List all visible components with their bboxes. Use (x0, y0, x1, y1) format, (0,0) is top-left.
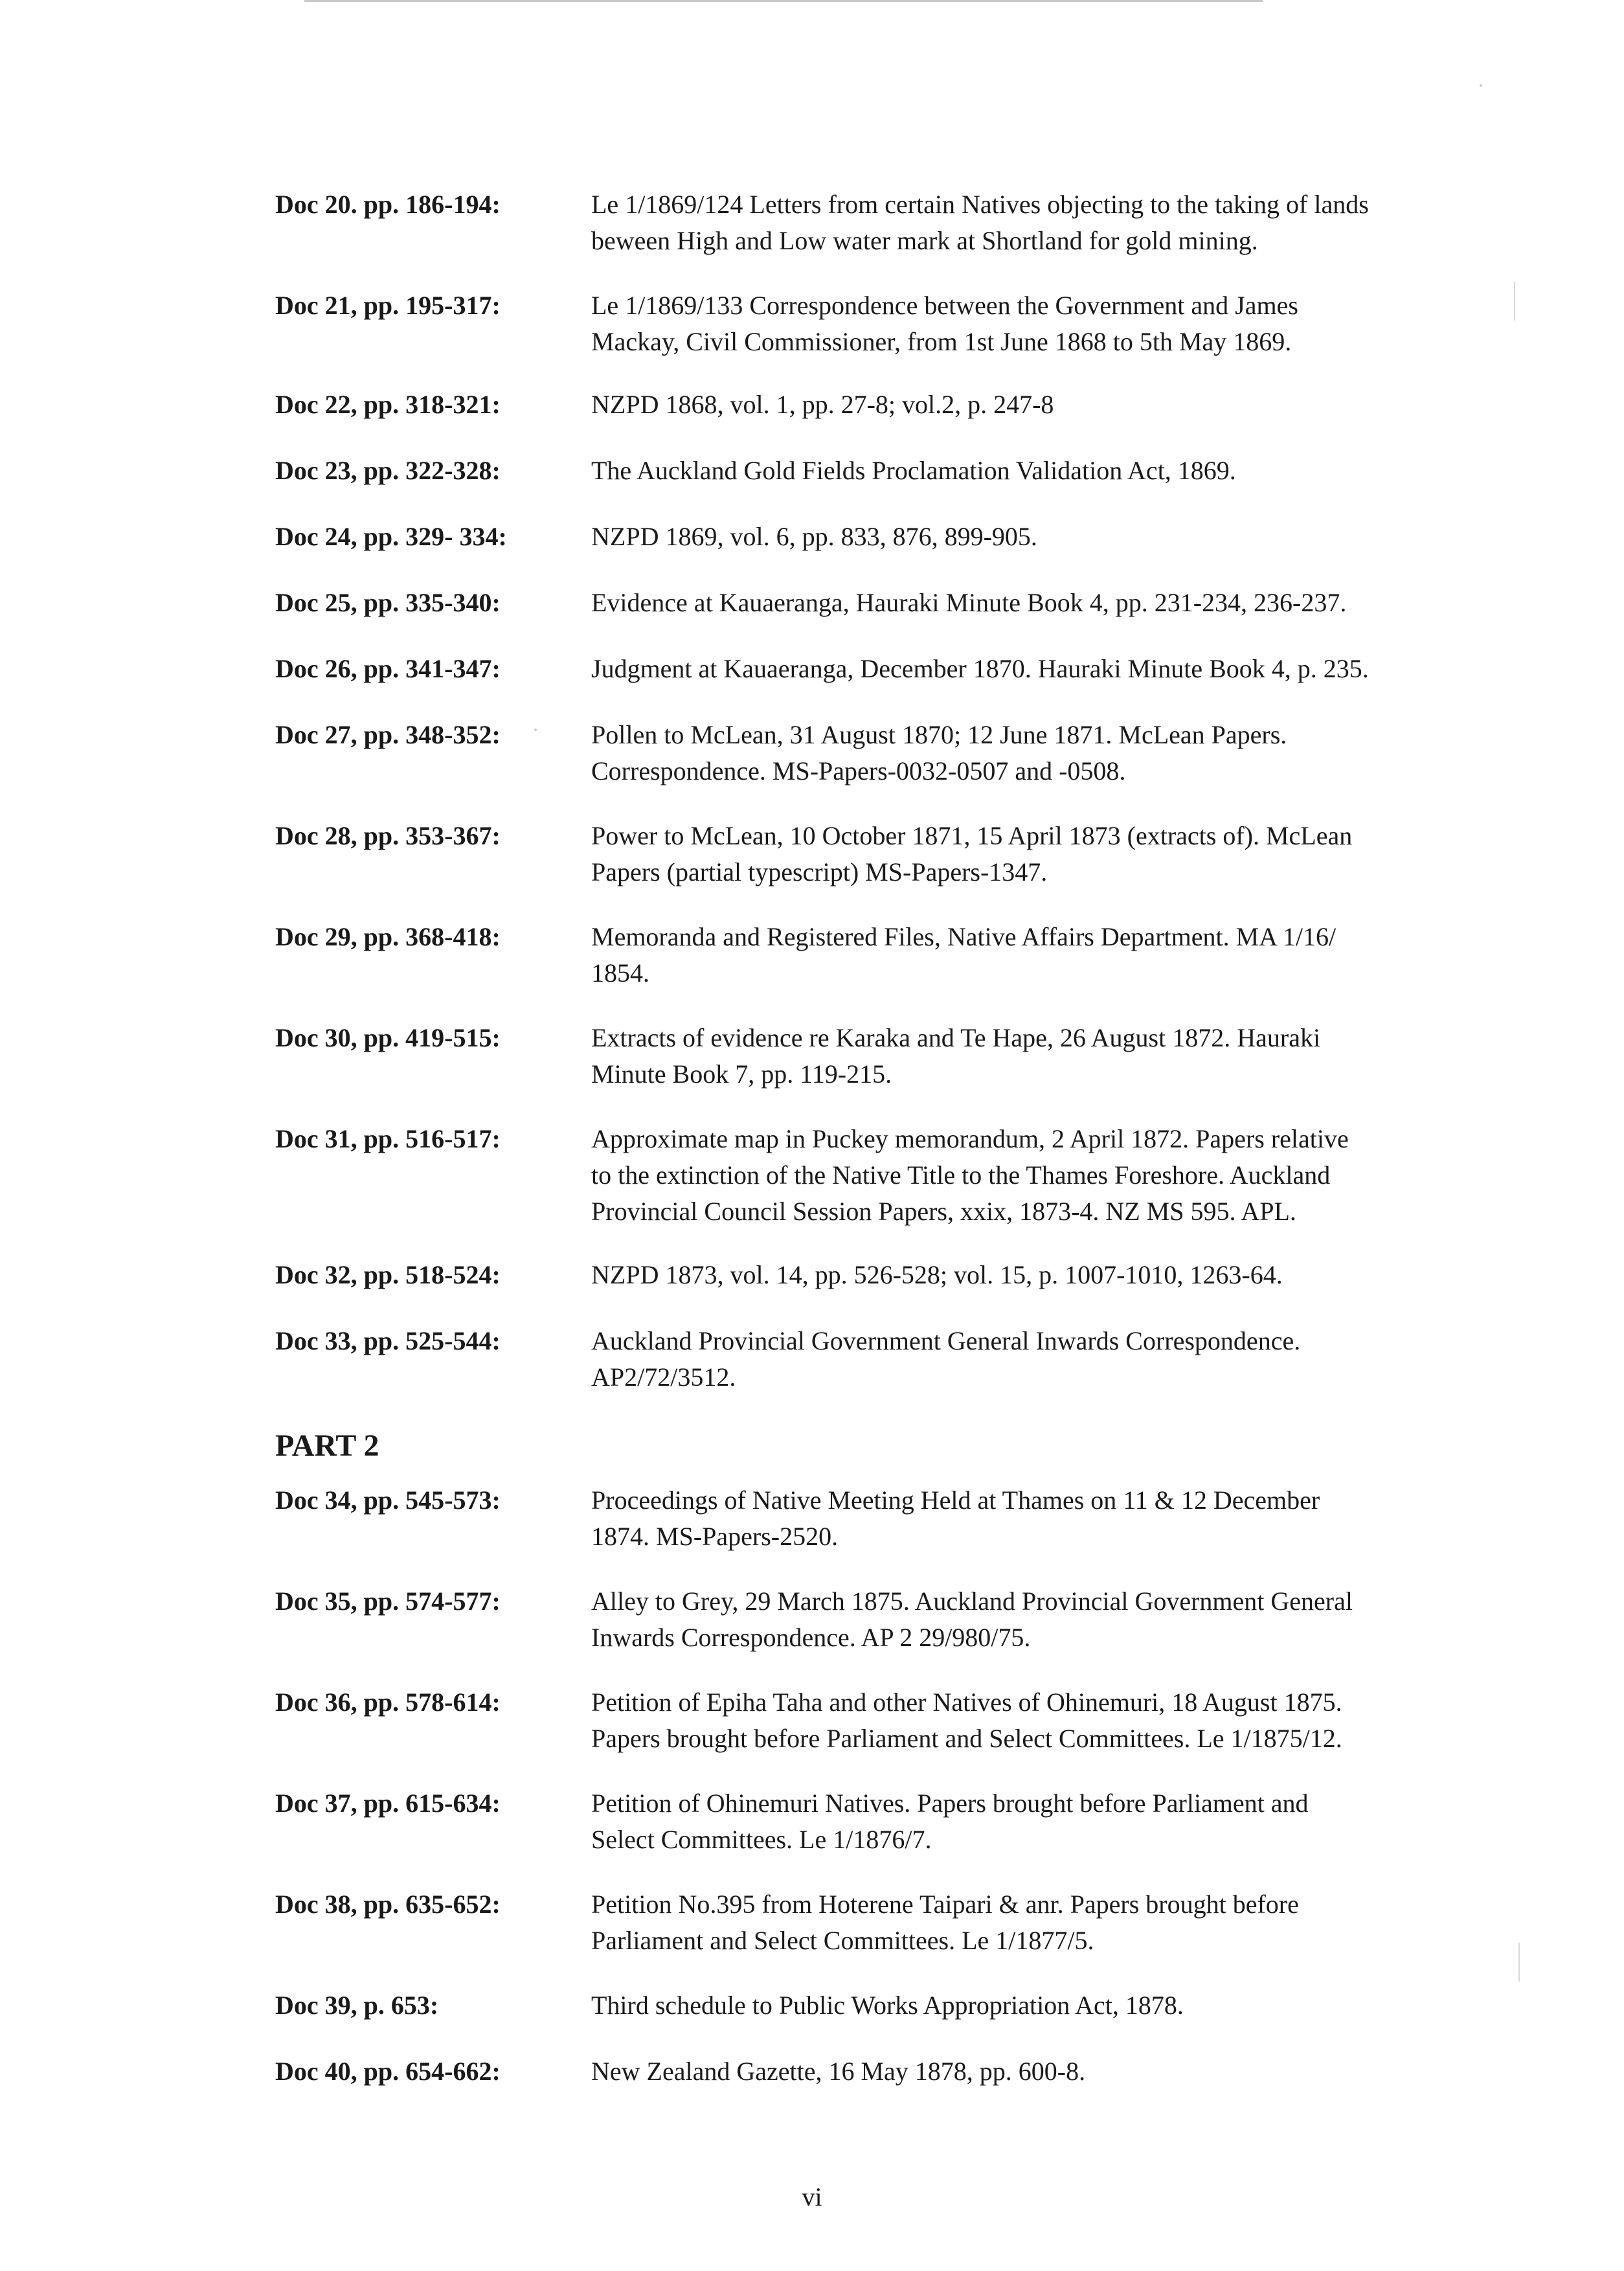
description-line: Approximate map in Puckey memorandum, 2 April 1872. Papers relative (591, 1124, 1349, 1153)
document-reference: Doc 26, pp. 341-347: (275, 654, 501, 683)
description-line: Correspondence. MS-Papers-0032-0507 and -0508. (591, 756, 1126, 785)
document-reference: Doc 38, pp. 635-652: (275, 1890, 501, 1919)
document-reference: Doc 23, pp. 322-328: (275, 456, 501, 485)
document-description (591, 288, 1433, 360)
document-description (591, 1020, 1433, 1092)
description-line: Le 1/1869/133 Correspondence between the Government and James (591, 291, 1298, 320)
document-description (591, 1886, 1433, 1959)
description-line: Select Committees. Le 1/1876/7. (591, 1825, 932, 1854)
document-reference: Doc 35, pp. 574-577: (275, 1587, 501, 1616)
description-line: Papers (partial typescript) MS-Papers-1347. (591, 857, 1048, 887)
description-line: Auckland Provincial Government General Inwards Correspondence. (591, 1326, 1301, 1355)
description-line: Minute Book 7, pp. 119-215. (591, 1059, 892, 1089)
description-line: Power to McLean, 10 October 1871, 15 April 1873 (extracts of). McLean (591, 821, 1353, 850)
description-line: 1874. MS-Papers-2520. (591, 1522, 839, 1551)
description-line: Evidence at Kauaeranga, Hauraki Minute Book 4, pp. 231-234, 236-237. (591, 588, 1347, 617)
document-reference: Doc 27, pp. 348-352: (275, 720, 501, 749)
document-description (591, 519, 1433, 555)
part-2-heading: PART 2 (275, 1429, 379, 1463)
description-line: NZPD 1869, vol. 6, pp. 833, 876, 899-905. (591, 522, 1037, 551)
scan-dot (1480, 84, 1482, 87)
description-line: Provincial Council Session Papers, xxix, 1873-4. NZ MS 595. APL. (591, 1197, 1296, 1226)
scan-mark (1518, 1943, 1520, 1982)
document-reference: Doc 34, pp. 545-573: (275, 1486, 501, 1515)
document-reference: Doc 39, p. 653: (275, 1991, 439, 2020)
document-description (591, 453, 1433, 489)
description-line: AP2/72/3512. (591, 1362, 736, 1392)
document-description (591, 585, 1433, 621)
document-description (591, 1684, 1433, 1757)
description-line: Proceedings of Native Meeting Held at Thames on 11 & 12 December (591, 1486, 1320, 1515)
document-reference: Doc 25, pp. 335-340: (275, 588, 501, 617)
document-description (591, 186, 1433, 259)
document-description (591, 818, 1433, 890)
document-description (591, 919, 1433, 991)
scan-edge-line (304, 0, 1263, 2)
document-reference: Doc 33, pp. 525-544: (275, 1326, 501, 1355)
description-line: Mackay, Civil Commissioner, from 1st June 1868 to 5th May 1869. (591, 327, 1292, 356)
description-line: Extracts of evidence re Karaka and Te Hape, 26 August 1872. Hauraki (591, 1023, 1321, 1052)
description-line: Papers brought before Parliament and Select Committees. Le 1/1875/12. (591, 1724, 1342, 1753)
document-description (591, 1121, 1433, 1230)
description-line: Pollen to McLean, 31 August 1870; 12 June 1871. McLean Papers. (591, 720, 1287, 749)
document-reference: Doc 29, pp. 368-418: (275, 922, 501, 951)
page-number: vi (802, 2182, 822, 2211)
description-line: Third schedule to Public Works Appropriation Act, 1878. (591, 1991, 1184, 2020)
description-line: Petition of Epiha Taha and other Natives of Ohinemuri, 18 August 1875. (591, 1688, 1342, 1717)
document-description (591, 1987, 1433, 2024)
document-description (591, 1583, 1433, 1656)
description-line: Memoranda and Registered Files, Native Affairs Department. MA 1/16/ (591, 922, 1336, 951)
scan-dot (534, 729, 537, 731)
description-line: to the extinction of the Native Title to the Thames Foreshore. Auckland (591, 1160, 1331, 1190)
description-line: The Auckland Gold Fields Proclamation Validation Act, 1869. (591, 456, 1236, 485)
document-reference: Doc 22, pp. 318-321: (275, 390, 501, 419)
description-line: beween High and Low water mark at Shortland for gold mining. (591, 226, 1258, 255)
document-description (591, 717, 1433, 789)
description-line: Le 1/1869/124 Letters from certain Natives objecting to the taking of lands (591, 190, 1369, 219)
document-reference: Doc 24, pp. 329- 334: (275, 522, 507, 551)
document-description (591, 1482, 1433, 1555)
description-line: New Zealand Gazette, 16 May 1878, pp. 600-8. (591, 2057, 1086, 2086)
description-line: Petition of Ohinemuri Natives. Papers brought before Parliament and (591, 1789, 1309, 1818)
description-line: NZPD 1873, vol. 14, pp. 526-528; vol. 15, p. 1007-1010, 1263-64. (591, 1260, 1283, 1289)
document-reference: Doc 32, pp. 518-524: (275, 1260, 501, 1289)
description-line: Alley to Grey, 29 March 1875. Auckland Provincial Government General (591, 1587, 1353, 1616)
document-reference: Doc 36, pp. 578-614: (275, 1688, 501, 1717)
document-description (591, 2053, 1433, 2090)
document-description (591, 651, 1433, 687)
description-line: Inwards Correspondence. AP 2 29/980/75. (591, 1623, 1031, 1652)
description-line: 1854. (591, 958, 649, 988)
description-line: Judgment at Kauaeranga, December 1870. Hauraki Minute Book 4, p. 235. (591, 654, 1369, 683)
scan-mark (1514, 282, 1515, 321)
document-reference: Doc 28, pp. 353-367: (275, 821, 501, 850)
document-description (591, 1257, 1433, 1293)
document-reference: Doc 37, pp. 615-634: (275, 1789, 501, 1818)
document-reference: Doc 40, pp. 654-662: (275, 2057, 501, 2086)
document-reference: Doc 31, pp. 516-517: (275, 1124, 501, 1153)
description-line: Parliament and Select Committees. Le 1/1877/5. (591, 1926, 1094, 1955)
description-line: Petition No.395 from Hoterene Taipari & anr. Papers brought before (591, 1890, 1299, 1919)
document-description (591, 1323, 1433, 1395)
description-line: NZPD 1868, vol. 1, pp. 27-8; vol.2, p. 247-8 (591, 390, 1054, 419)
document-description (591, 1785, 1433, 1858)
document-reference: Doc 20. pp. 186-194: (275, 190, 501, 219)
document-reference: Doc 21, pp. 195-317: (275, 291, 501, 320)
document-description (591, 387, 1433, 423)
document-reference: Doc 30, pp. 419-515: (275, 1023, 501, 1052)
